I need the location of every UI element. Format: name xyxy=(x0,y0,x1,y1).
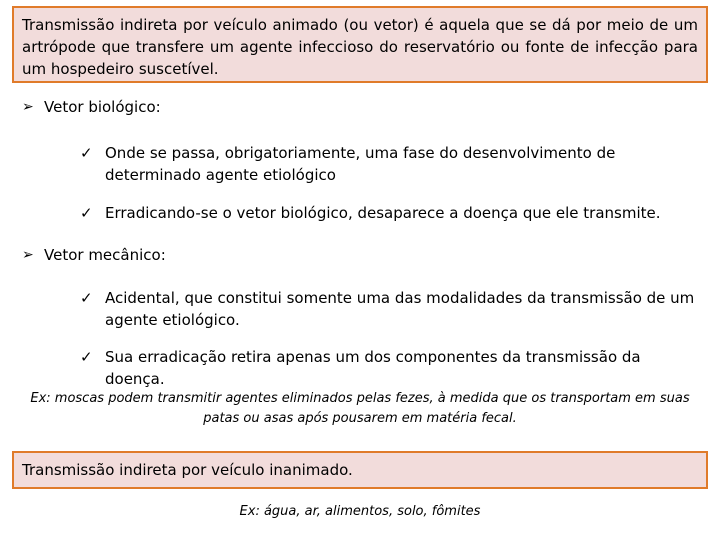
bottom-box-text: Transmissão indireta por veículo inanimado. xyxy=(22,461,353,479)
list-item xyxy=(80,142,700,186)
example-text: Ex: moscas podem transmitir agentes eliminados pelas fezes, à medida que os transportam em suas patas ou asas após pousarem em matéria fecal. xyxy=(30,391,690,426)
list-item-text: Sua erradicação retira apenas um dos componentes da transmissão da doença. xyxy=(105,348,641,388)
section-heading-text: Vetor biológico: xyxy=(44,98,161,116)
check-icon: ✓ xyxy=(80,289,93,307)
section-heading-text: Vetor mecânico: xyxy=(44,246,166,264)
intro-text: Transmissão indireta por veículo animado (ou vetor) é aquela que se dá por meio de um artrópode que transfere um agente infeccioso do reservatório ou fonte de infecção para um hospedeiro suscetível. xyxy=(22,16,698,78)
list-item xyxy=(80,202,700,224)
arrow-bullet-icon: ➢ xyxy=(22,99,34,115)
bottom-box xyxy=(12,451,708,489)
check-icon: ✓ xyxy=(80,204,93,222)
arrow-bullet-icon: ➢ xyxy=(22,247,34,263)
list-item-text: Acidental, que constitui somente uma das modalidades da transmissão de um agente etiológico. xyxy=(105,289,695,329)
example-text-2: Ex: água, ar, alimentos, solo, fômites xyxy=(239,504,481,519)
list-item xyxy=(80,287,700,331)
section-heading-vetor-biologico xyxy=(22,96,161,118)
section-heading-vetor-mecanico xyxy=(22,244,166,266)
list-item xyxy=(80,346,700,390)
list-item-text: Erradicando-se o vetor biológico, desaparece a doença que ele transmite. xyxy=(105,204,661,222)
check-icon: ✓ xyxy=(80,348,93,366)
list-item-text: Onde se passa, obrigatoriamente, uma fase do desenvolvimento de determinado agente etiológico xyxy=(105,144,616,184)
intro-box xyxy=(12,6,708,83)
check-icon: ✓ xyxy=(80,144,93,162)
